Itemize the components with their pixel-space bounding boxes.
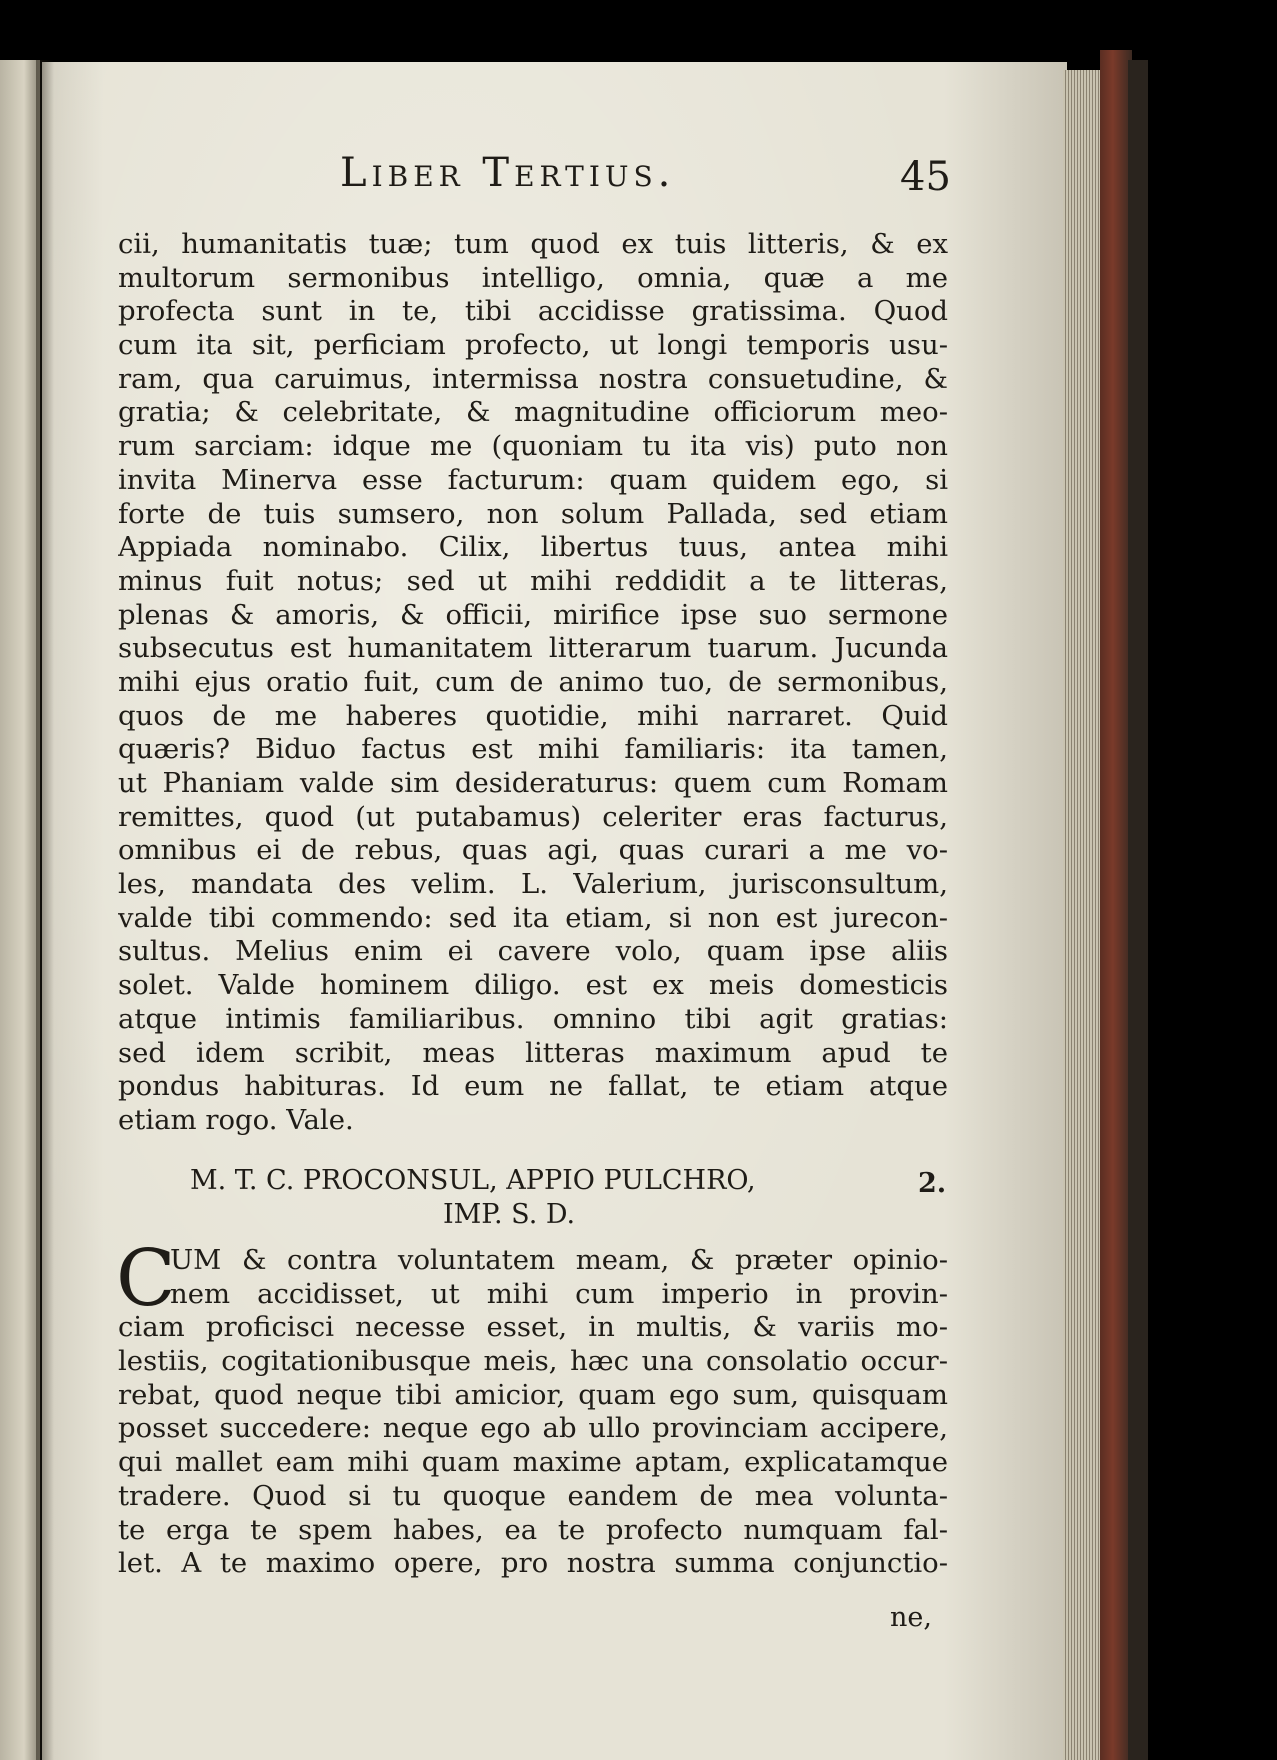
- text-line: atque intimis familiaribus. omnino tibi agit gratias:: [118, 1002, 948, 1035]
- text-line: ut Phaniam valde sim desideraturus: quem cum Romam: [118, 767, 948, 799]
- letter-number: 2.: [918, 1168, 947, 1199]
- text-line: qui mallet eam mihi quam maxime aptam, explicatamque: [118, 1446, 948, 1479]
- text-line: tradere. Quod si tu quoque eandem de mea volunta-: [118, 1479, 948, 1512]
- text-line: cii, humanitatis tuæ; tum quod ex tuis litteris, & ex: [118, 228, 948, 260]
- text-line: ram, qua caruimus, intermissa nostra consuetudine, &: [118, 362, 948, 395]
- book-cover-outer: [1128, 60, 1148, 1760]
- text-line: solet. Valde hominem diligo. est ex meis domesticis: [118, 969, 948, 1002]
- text-line: nem accidisset, ut mihi cum imperio in provin-: [170, 1277, 948, 1310]
- text-line: profecta sunt in te, tibi accidisse gratissima. Quod: [118, 295, 948, 328]
- letter-one-body: [118, 228, 948, 1138]
- text-line: cum ita sit, perficiam profecto, ut longi temporis usu-: [118, 329, 948, 362]
- gutter-shadow: [36, 60, 54, 1760]
- text-line: let. A te maximo opere, pro nostra summa conjunctio-: [118, 1547, 948, 1580]
- text-line: quæris? Biduo factus est mihi familiaris: ita tamen,: [118, 733, 948, 766]
- text-line: lestiis, cogitationibusque meis, hæc una consolatio occur-: [118, 1345, 948, 1378]
- text-line: valde tibi commendo: sed ita etiam, si non est jurecon-: [118, 901, 948, 934]
- text-line: ciam proficisci necesse esset, in multis, & variis mo-: [118, 1311, 948, 1344]
- heading-salutation: M. T. C. PROCONSUL, APPIO PULCHRO,: [190, 1165, 756, 1196]
- text-line: rum sarciam: idque me (quoniam tu ita vis) puto non: [118, 430, 948, 463]
- text-line: invita Minerva esse facturum: quam quidem ego, si: [118, 463, 948, 496]
- text-line: les, mandata des velim. L. Valerium, jurisconsultum,: [118, 868, 948, 901]
- text-line: minus fuit notus; sed ut mihi reddidit a te litteras,: [118, 564, 948, 597]
- running-head: Liber Tertius.: [340, 150, 676, 196]
- text-line: remittes, quod (ut putabamus) celeriter eras facturus,: [118, 800, 948, 833]
- text-line: mihi ejus oratio fuit, cum de animo tuo, de sermonibus,: [118, 665, 948, 698]
- letter-two-body: [116, 1234, 948, 1581]
- text-line: subsecutus est humanitatem litterarum tuarum. Jucunda: [118, 632, 948, 665]
- text-line: pondus habituras. Id eum ne fallat, te etiam atque: [118, 1070, 948, 1103]
- page-block-edges: [1063, 70, 1103, 1760]
- letter-two-heading: [190, 1164, 756, 1232]
- catchword: ne,: [890, 1602, 932, 1633]
- text-line: etiam rogo. Vale.: [118, 1103, 354, 1136]
- facing-page-edge: [0, 60, 40, 1760]
- drop-cap: C: [116, 1234, 176, 1324]
- text-line: rebat, quod neque tibi amicior, quam ego sum, quisquam: [118, 1378, 948, 1411]
- text-line: posset succedere: neque ego ab ullo provinciam accipere,: [118, 1412, 948, 1445]
- text-line: plenas & amoris, & officii, mirifice ipse suo sermone: [118, 598, 948, 631]
- text-line: UM & contra voluntatem meam, & præter opinio-: [170, 1244, 948, 1276]
- heading-title: IMP. S. D.: [443, 1199, 576, 1230]
- text-line: quos de me haberes quotidie, mihi narraret. Quid: [118, 699, 948, 732]
- page-number: 45: [900, 154, 951, 200]
- text-line: omnibus ei de rebus, quas agi, quas curari a me vo-: [118, 834, 948, 867]
- text-line: forte de tuis sumsero, non solum Pallada, sed etiam: [118, 497, 948, 530]
- text-line: te erga te spem habes, ea te profecto numquam fal-: [118, 1513, 948, 1546]
- text-line: multorum sermonibus intelligo, omnia, quæ a me: [118, 261, 948, 294]
- text-line: sed idem scribit, meas litteras maximum apud te: [118, 1036, 948, 1069]
- text-line: gratia; & celebritate, & magnitudine officiorum meo-: [118, 396, 948, 429]
- text-line: sultus. Melius enim ei cavere volo, quam ipse aliis: [118, 935, 948, 968]
- text-line: Appiada nominabo. Cilix, libertus tuus, antea mihi: [118, 531, 948, 564]
